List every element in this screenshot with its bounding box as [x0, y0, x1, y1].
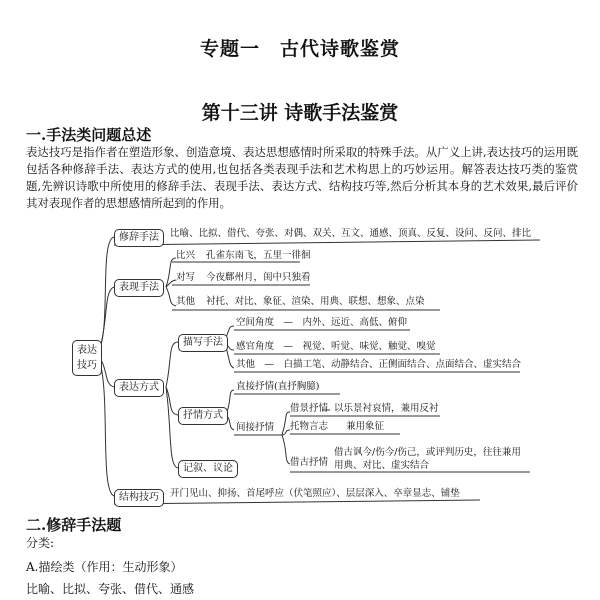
tuowu-text: 兼用象征	[346, 421, 385, 432]
expression-node: 表现手法	[114, 279, 164, 297]
xingbi-text: 孔雀东南飞，五里一徘徊	[206, 250, 311, 261]
section2-heading: 二.修辞手法题	[26, 516, 122, 534]
section2-line-1: 分类:	[26, 536, 55, 550]
other-label: 其他	[176, 296, 196, 307]
jiejing-label: 借景抒情	[290, 403, 329, 414]
mode-node: 表达方式	[114, 379, 164, 397]
structure-node: 结构技巧	[114, 489, 164, 507]
section1-paragraph: 表达技巧是指作者在塑造形象、创造意境、表达思想感情时所采取的特殊手法。从广义上讲,表达技巧的运用既包括各种修辞手法、表达方式的使用,也包括各类表现手法和艺术构思上的巧妙运用。解答表达技巧类的鉴赏题,先辨识诗歌中所使用的修辞手法、表现手法、表达方式、结构技巧等,然后分析其本身的艺术效果,最后评价其对表现作者的思想感情所起到的作用。	[26, 145, 578, 210]
describe-space: 空间角度 — 内外、远近、高低、俯仰	[236, 317, 408, 328]
jiegu-label: 借古抒情	[290, 457, 329, 468]
describe-other: 其他 — 白描工笔、动静结合、正侧面结合、点面结合、虚实结合	[236, 359, 522, 370]
duixie-label: 对写	[176, 272, 196, 283]
rhetoric-node: 修辞手法	[114, 229, 164, 247]
lyric-indirect: 间接抒情	[236, 422, 275, 433]
page-topic-title: 专题一 古代诗歌鉴赏	[199, 38, 400, 60]
mindmap-root-node: 表达 技巧	[72, 340, 102, 376]
section2-line-2: A.描绘类（作用：生动形象）	[26, 560, 183, 574]
describe-node: 描写手法	[178, 334, 228, 352]
duixie-text: 今夜鄜州月，闺中只独看	[206, 272, 311, 283]
describe-senses: 感官角度 — 视觉、听觉、味觉、触觉、嗅觉	[236, 341, 436, 352]
lyric-node: 抒情方式	[178, 407, 228, 425]
rhetoric-items: 比喻、比拟、借代、夸张、对偶、双关、互文、通感、顶真、反复、设问、反问、排比	[170, 228, 532, 239]
jiejing-text: 以乐景衬哀情，兼用反衬	[334, 403, 439, 414]
lyric-direct: 直接抒情(直抒胸臆)	[236, 381, 320, 392]
narrative-node: 记叙、议论	[178, 460, 238, 478]
xingbi-label: 比兴	[176, 250, 196, 261]
tuowu-label: 托物言志	[290, 421, 329, 432]
section2-line-3: 比喻、比拟、夸张、借代、通感	[26, 582, 195, 596]
other-text: 衬托、对比、象征、渲染、用典、联想、想象、点染	[206, 296, 425, 307]
jiegu-text: 借古讽今/伤今/伤己，或评判历史，往往兼用用典、对比、虚实结合	[334, 447, 521, 471]
structure-items: 开门见山、抑扬、首尾呼应（伏笔照应）、层层深入、卒章显志、铺垫	[170, 488, 460, 499]
lecture-title: 第十三讲 诗歌手法鉴赏	[201, 102, 399, 124]
section1-heading: 一.手法类问题总述	[26, 126, 152, 144]
